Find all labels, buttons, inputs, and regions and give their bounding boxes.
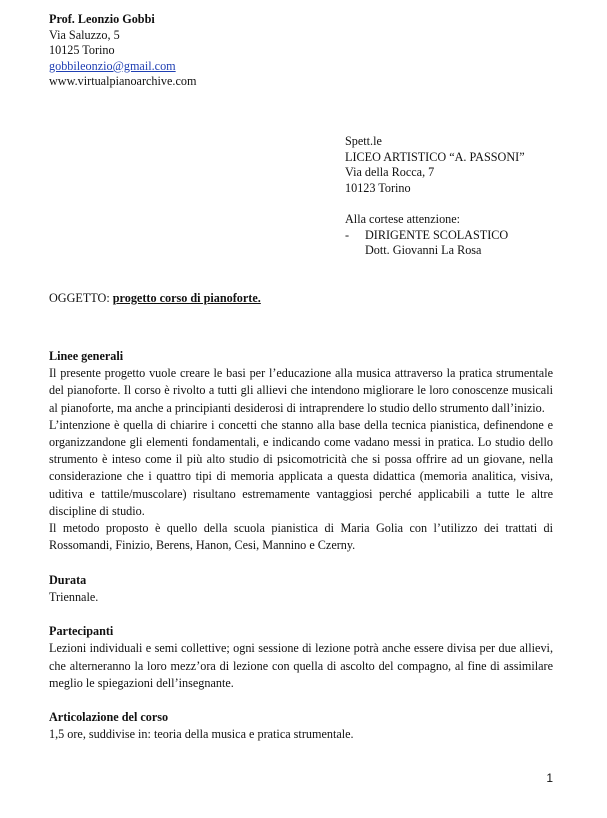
recipient-role: DIRIGENTE SCOLASTICO	[365, 227, 509, 242]
bullet-dash: -	[345, 227, 350, 242]
subject-line	[49, 290, 261, 306]
sender-block	[49, 12, 196, 90]
recipient-spacer	[345, 196, 525, 212]
paragraph: Triennale.	[49, 589, 99, 604]
section-heading: Partecipanti	[49, 624, 114, 639]
letter-body	[49, 348, 553, 761]
section-structure	[49, 709, 553, 743]
subject-label: OGGETTO:	[49, 291, 110, 305]
paragraph: Il presente progetto vuole creare le basi per l’educazione alla musica attraverso la pratica strumentale del pianoforte. Il corso è rivolto a tutti gli allievi che intendono migliorare le loro conoscenze musicali al pianoforte, ma anche a principianti desiderosi di intraprendere lo studio dello strumento dall’inizio.	[49, 366, 553, 415]
subject-text: progetto corso di pianoforte.	[112, 291, 261, 305]
sender-email-link[interactable]: gobbileonzio@gmail.com	[49, 58, 176, 73]
recipient-institution: LICEO ARTISTICO “A. PASSONI”	[345, 149, 525, 164]
sender-website: www.virtualpianoarchive.com	[49, 74, 197, 89]
section-duration	[49, 572, 553, 606]
paragraph: Il metodo proposto è quello della scuola pianistica di Maria Golia con l’utilizzo dei trattati di Rossomandi, Finizio, Berens, Hanon, Cesi, Mannino e Czerny.	[49, 521, 553, 553]
paragraph: 1,5 ore, suddivise in: teoria della musica e pratica strumentale.	[49, 727, 354, 742]
sender-city: 10125 Torino	[49, 43, 115, 58]
recipient-city: 10123 Torino	[345, 180, 411, 195]
section-general	[49, 348, 553, 554]
recipient-address: Via della Rocca, 7	[345, 165, 435, 180]
paragraph: Lezioni individuali e semi collettive; ogni sessione di lezione potrà anche essere divisa per due allievi, che alterneranno la loro mezz’ora di lezione con quella di ascolto del compagno, al fine di assimilare meglio le spiegazioni dell’insegnante.	[49, 641, 553, 690]
attention-label: Alla cortese attenzione:	[345, 211, 461, 226]
section-heading: Durata	[49, 572, 87, 587]
sender-name: Prof. Leonzio Gobbi	[49, 12, 155, 26]
sender-address: Via Saluzzo, 5	[49, 27, 120, 42]
section-heading: Articolazione del corso	[49, 710, 169, 725]
recipient-block	[345, 134, 525, 259]
section-heading: Linee generali	[49, 349, 124, 363]
paragraph: L’intenzione è quella di chiarire i concetti che stanno alla base della tecnica pianistica, definendone e organizzandone gli elementi fondamentali, e indicando come vadano messi in pratica. Lo studio dello strumento è inteso come il più alto studio di psicomotricità che si possa offrire ad un giovane, nella considerazione che i quattro tipi di memoria applicata a questa didattica (memoria analitica, visiva, uditiva e tattile/muscolare) risultano estremamente vantaggiosi perché applicabili a tutte le altre discipline di studio.	[49, 417, 553, 518]
attention-bullet	[345, 228, 525, 244]
section-participants	[49, 623, 553, 692]
recipient-salutation: Spett.le	[345, 134, 382, 148]
page-number: 1	[546, 771, 553, 785]
recipient-person: Dott. Giovanni La Rosa	[365, 243, 482, 258]
